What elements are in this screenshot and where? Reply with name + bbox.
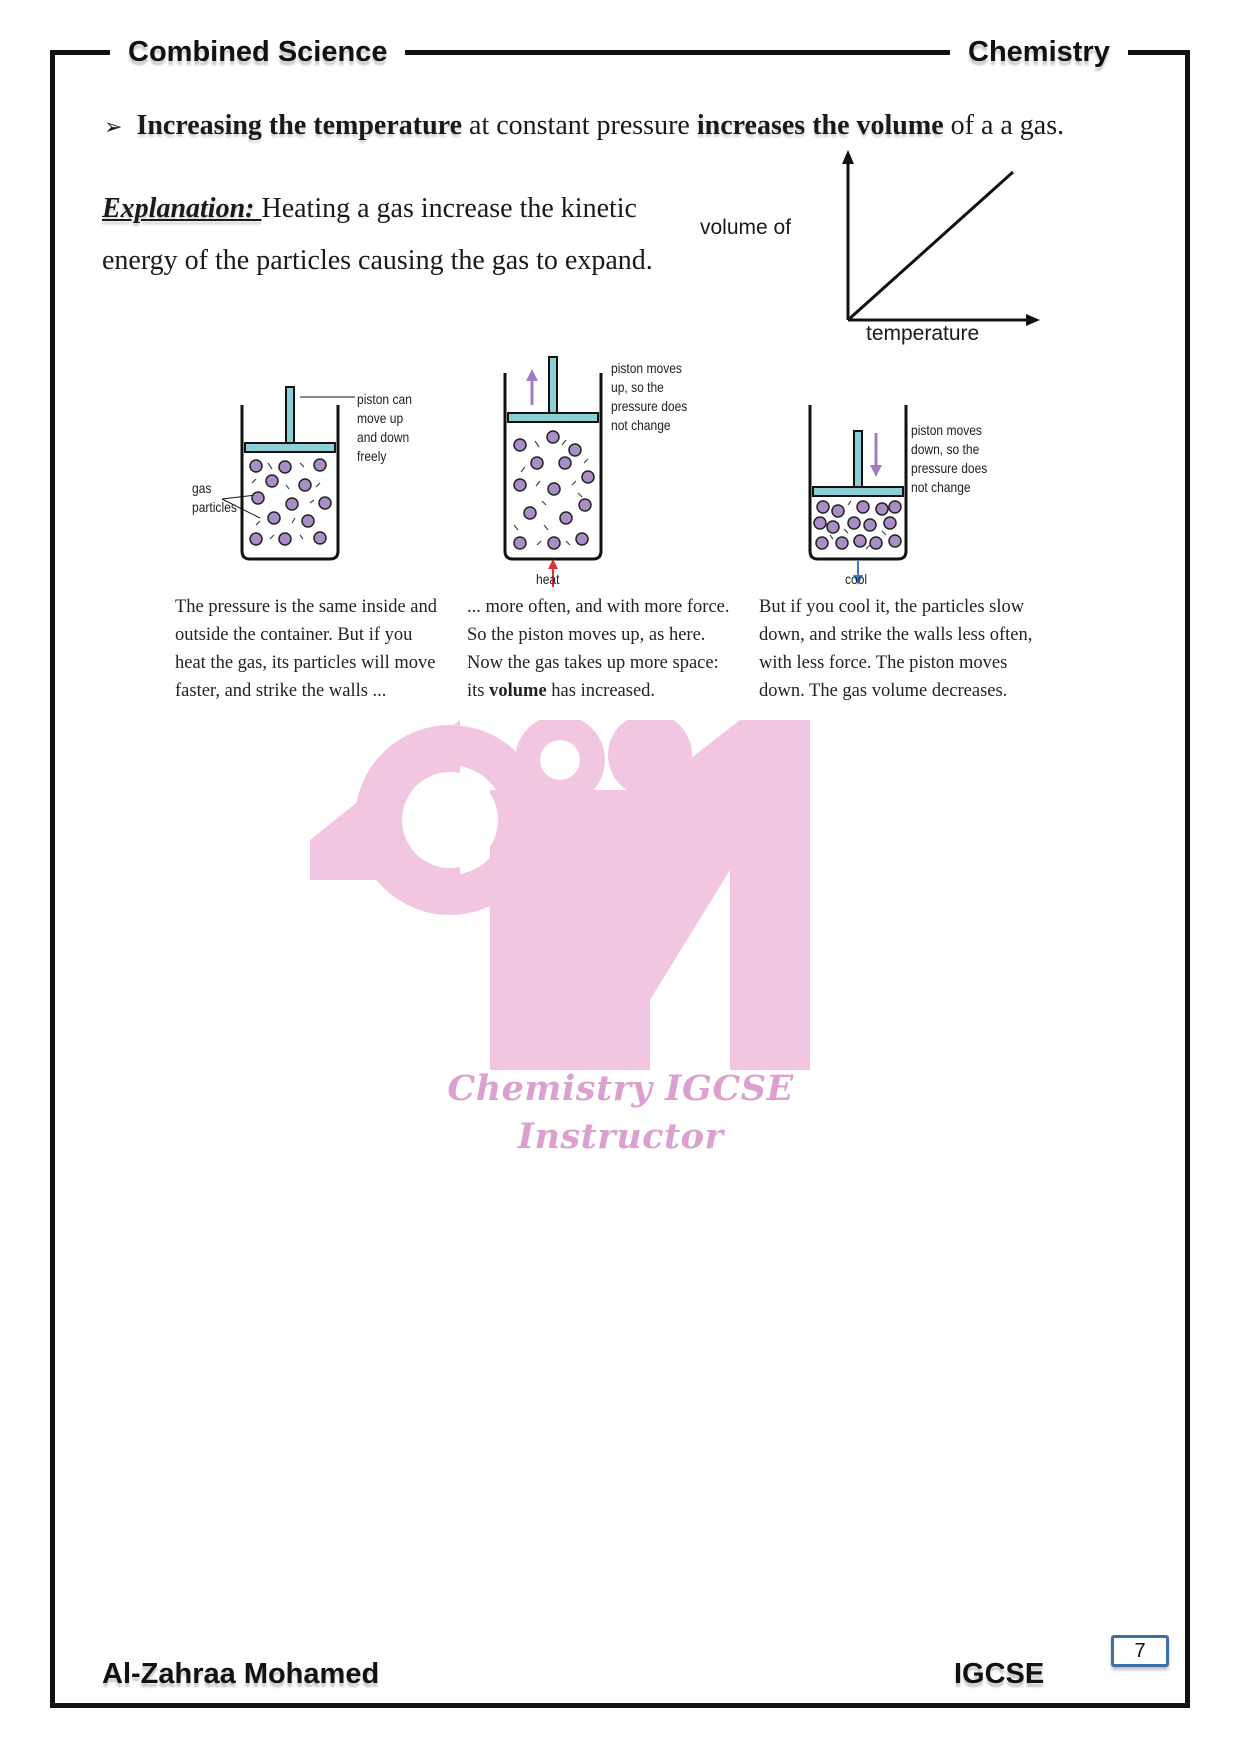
caption-2-text-b: has increased. (546, 681, 656, 701)
diagram-2-heat-label: heat (536, 571, 560, 587)
diagram-3-piston-label: piston moves down, so the pressure does not change (911, 422, 988, 495)
diagram-1-piston-label: piston can move up and down freely (357, 391, 412, 464)
explanation-label: Explanation: (102, 193, 262, 224)
watermark-m-icon (310, 720, 870, 1070)
piston-down-arrow-icon (870, 465, 882, 477)
volume-temperature-graph (830, 150, 1050, 335)
page-number: 7 (1111, 1635, 1169, 1667)
diagram-1-particles-label: gas particles (192, 480, 237, 515)
bullet-arrow-icon: ➢ (104, 115, 123, 140)
statement-text-4: of a a gas. (943, 110, 1065, 141)
bullet-statement (104, 110, 1064, 142)
diagram-3-container (810, 405, 906, 585)
caption-1: The pressure is the same inside and outside the container. But if you heat the gas, its particles will move faster, and strike the walls ... (175, 597, 438, 701)
caption-2 (467, 593, 735, 705)
graph-x-label: temperature (866, 322, 980, 345)
watermark-text-line2: Instructor (517, 1116, 724, 1157)
caption-2-bold: volume (489, 681, 547, 701)
caption-3: But if you cool it, the particles slow down, and strike the walls less often, with less force. The piston moves down. The gas volume decreases. (759, 597, 1033, 701)
header-subject: Combined Science (110, 36, 405, 69)
watermark-text-line1: Chemistry IGCSE (447, 1068, 794, 1109)
statement-bold-3: increases the volume (696, 110, 944, 141)
piston-up-arrow-icon (526, 369, 538, 381)
watermark-logo (310, 720, 870, 1075)
caption-2-text-a: ... more often, and with more force. So the piston moves up, as here. Now the gas takes up more space: its (467, 597, 730, 701)
explanation-paragraph (102, 183, 662, 287)
diagram-2-piston-label: piston moves up, so the pressure does not change (611, 360, 688, 433)
graph-y-arrow-icon (842, 150, 854, 164)
graph-line (848, 172, 1013, 320)
footer-level: IGCSE (948, 1658, 1050, 1691)
diagram-3-cool-label: cool (845, 571, 868, 587)
piston-diagrams (170, 355, 1050, 600)
statement-bold-1: Increasing the temperature (136, 110, 463, 141)
graph-y-label: volume of (700, 216, 792, 239)
header-topic: Chemistry (950, 36, 1128, 69)
diagram-1-container (222, 387, 355, 559)
statement-text-2: at constant pressure (462, 110, 697, 141)
graph-x-arrow-icon (1026, 314, 1040, 326)
explanation-text: Heating a gas increase the kinetic energy of the particles causing the gas to expand. (102, 193, 653, 276)
footer-author: Al-Zahraa Mohamed (96, 1658, 385, 1691)
diagram-2-container (505, 357, 601, 587)
